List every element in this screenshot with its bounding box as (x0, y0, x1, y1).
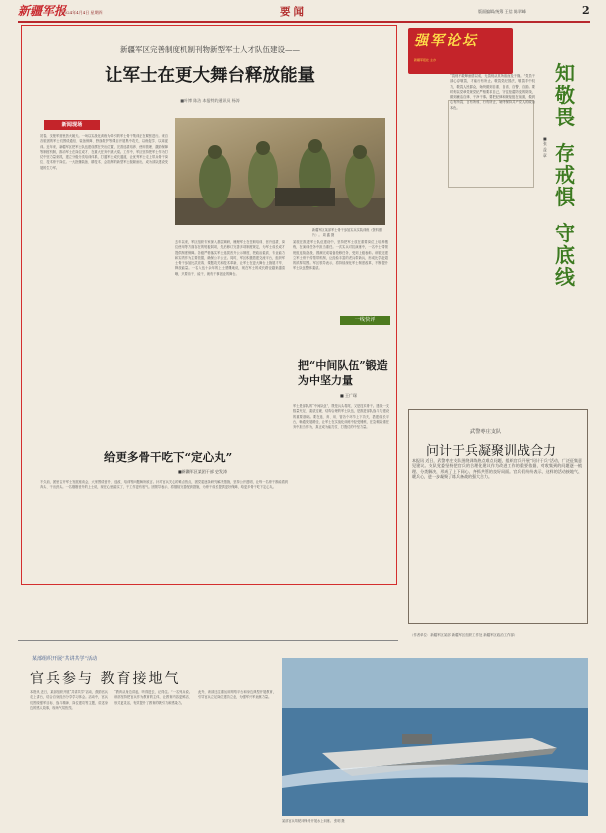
lower-column-3: 此外，该部还注重运用网络平台和身边典型开展教育，引导官兵立足岗位建功立业，为强军兴军贡献力量。 (198, 690, 276, 700)
lower-rule (18, 640, 398, 641)
ship-photo-credit: 张明 摄 (334, 819, 345, 823)
feature-text: 不久前，团里召开军士发展座谈会，大家围绕晋升、选改、培训等问题畅所欲言。针对官兵关心的难点热点，团党委逐条研究解决措施，坚持公开透明，让每一名骨干都能看到奔头、干出劲头。一名刚刚晋升的上士说，现在心里踏实了，干工作更有底气。团领导表示，将继续完善配套措施，为骨干成长提供更好保障，给更多骨干吃下定心丸。 (40, 480, 288, 490)
lead-column-3: 某旅在推进军士队伍建设中，坚持把军士放在重要岗位上培养锻炼，在演训任务中担当重任。一次实兵对抗演练中，一名中士带领班组连续奋战，圆满完成装备抢修任务，受到上级表彰。该旅还建立军士骨干传帮带机制，让经验丰富的老兵带新兵，形成比学赶超的浓厚氛围。军区领导表示，将持续深化军士制度改革，不断提升军士队伍整体素质。 (293, 240, 388, 271)
lower-column-2: “教育从身边讲起，听得进去，记得住。”一名列兵说。该部坚持把官兵作为教育的主体，让教育内容更鲜活、形式更灵活，有效提升了教育的吸引力和感染力。 (114, 690, 192, 705)
ship-caption-text: 某部官兵驾驶冲锋舟开展水上训练。 (282, 819, 333, 823)
page-number: 2 (582, 4, 590, 17)
right-news-title: 问计于兵凝聚训战合力 (426, 444, 557, 459)
lead-photo-caption (312, 228, 388, 238)
masthead (0, 0, 606, 22)
right-news-text: 本报讯 近日，武警枣庄支队围绕训练热点难点问题，组织官兵开展“问计于兵”活动，广泛征集意见建议。支队党委坚持把官兵的合理化建议作为改进工作的重要依据，对收集到的问题逐一梳理、分类解决，形成了上下同心、齐抓共管的良好局面。官兵们纷纷表示，这样的活动接地气、暖兵心，进一步凝聚了练兵备战的强大合力。 (412, 458, 582, 479)
forum-text: “畏则不敢肆而德以成，无畏则从其所欲而及于祸。”党员干部心存敬畏，才能行有所止。敬畏党纪国法，敬畏手中权力，敬畏人民群众，始终做到自重、自省、自警、自励。要时刻以党章党规党纪严格要求自己，守住拒腐防变的防线，做到廉洁自律、干净干事。要把纪律和规矩挺在前面，做到心有所畏、言有所戒、行有所止，始终保持共产党人的政治本色。 (450, 74, 535, 110)
quick-comment-label: 一线快评 (340, 316, 390, 325)
lower-photo (282, 658, 588, 816)
forum-subtitle: 新疆军报社 主办 (414, 58, 436, 62)
commentary-text: 军士是部队的“中间队伍”，既是兵头将尾，又是技术骨干。建设一支数量充足、素质过硬、结构合理的军士队伍，是推进部队战斗力建设的重要基础。要在选、育、用、管各个环节上下功夫，搭建成长平台，畅通发展路径，让军士在实战化训练中经受锤炼，在急难险重任务中担当作为，真正成为能打仗、打胜仗的中坚力量。 (293, 404, 389, 430)
lower-photo-caption (282, 818, 588, 823)
lead-kicker: 新疆军区完善制度机制刊物新型军士人才队伍建设—— (120, 45, 300, 54)
vertical-title-2: 存戒惧 (555, 141, 575, 209)
issue-date: 2024年4月4日 星期四 (62, 10, 103, 15)
feature-title: 给更多骨干吃下“定心丸” (104, 450, 233, 464)
forum-text-continued (408, 190, 588, 402)
lower-column-1: 本报讯 近日，某部组织开展“共讲共学”活动，鼓励官兵走上讲台，结合自身经历分享学习体会。活动中，官兵们围绕强军目标、战斗精神、岗位建功等主题，讲述身边的感人故事，现场气氛热烈。 (30, 690, 108, 710)
lower-kicker: 某部组织开展“共讲共学”活动 (32, 656, 98, 662)
lower-title: 官兵参与 教育接地气 (30, 671, 181, 687)
forum-author: ■张益章 (543, 136, 547, 158)
news-scene-label: 新闻现场 (44, 120, 100, 130)
feature-byline: ■新疆军区某团干部 史发涛 (178, 469, 228, 474)
masthead-rule (18, 21, 590, 23)
section-title: 要闻 (280, 6, 307, 18)
right-news-kicker: 武警枣庄支队 (470, 429, 502, 435)
lead-column-2: 去年以来，军区组织专家深入基层调研，梳理军士在任职培训、晋升选拔、岗位使用等方面存在的短板弱项，先后修订完善多项制度规定，为军士成长成才提供制度保障。各级严格落实军士选拔晋升公示制度，把政治素质、专业能力和实绩作为主要依据，确保公平公正。同时，军区积极搭建交流平台，组织军士骨干参加比武竞赛、课题攻关和技术革新，让军士在更大舞台上施展才华、释放能量。一名入伍十余年的上士感慨地说，现在军士的成长路径越来越清晰，只要肯干、能干，就有干事创业的舞台。 (175, 240, 285, 276)
vertical-title-1: 知敬畏 (555, 61, 575, 129)
paper-name: 新疆军报 (18, 4, 67, 18)
lead-byline: ■叶博 陈洁 本报特约通讯员 杨涛 (180, 98, 240, 103)
photo-caption-text: 新疆军区某部军士骨干参加实兵实装训练（资料照片）。 (312, 228, 383, 237)
lead-headline: 让军士在更大舞台释放能量 (105, 66, 315, 86)
commentary-author: ■ 王广琛 (340, 393, 358, 398)
forum-title: 强军论坛 (414, 33, 478, 49)
commentary-title: 把“中间队伍”锻造为中坚力量 (298, 359, 388, 387)
vertical-title-3: 守底线 (555, 221, 575, 289)
right-footnote: （作者单位：新疆军区某部 新疆军区组织工作处 新疆军区政治工作部） (410, 633, 518, 637)
photo-credit: 周 鑫 摄 (322, 233, 335, 237)
lead-column-1: 初春，戈壁军营里热火朝天。一场以实战化训练为牵引的军士骨干集训正在紧张进行。来自各旅团的军士们围绕通信、装备保障、野战救护等课目开展集中攻关，以练促学、以赛促训。近年来，新疆军区把军士队伍建设摆在突出位置，完善选拔培养、使用管理、激励保障等制度机制，推动军士在岗位成才、在重大任务中挑大梁。工作中，军区坚持把军士作为打仗中坚力量来抓，建立分级分类培训体系，打通军士成长通道，让优秀军士走上带兵骨干岗位、技术骨干岗位。一大批懂装备、精技术、会指挥的新型军士脱颖而出，成为部队建设发展的生力军。 (40, 134, 168, 170)
editors-credit: 版面编辑/统筹 王信 陈翠峰 (478, 9, 526, 14)
lead-photo (175, 118, 385, 225)
